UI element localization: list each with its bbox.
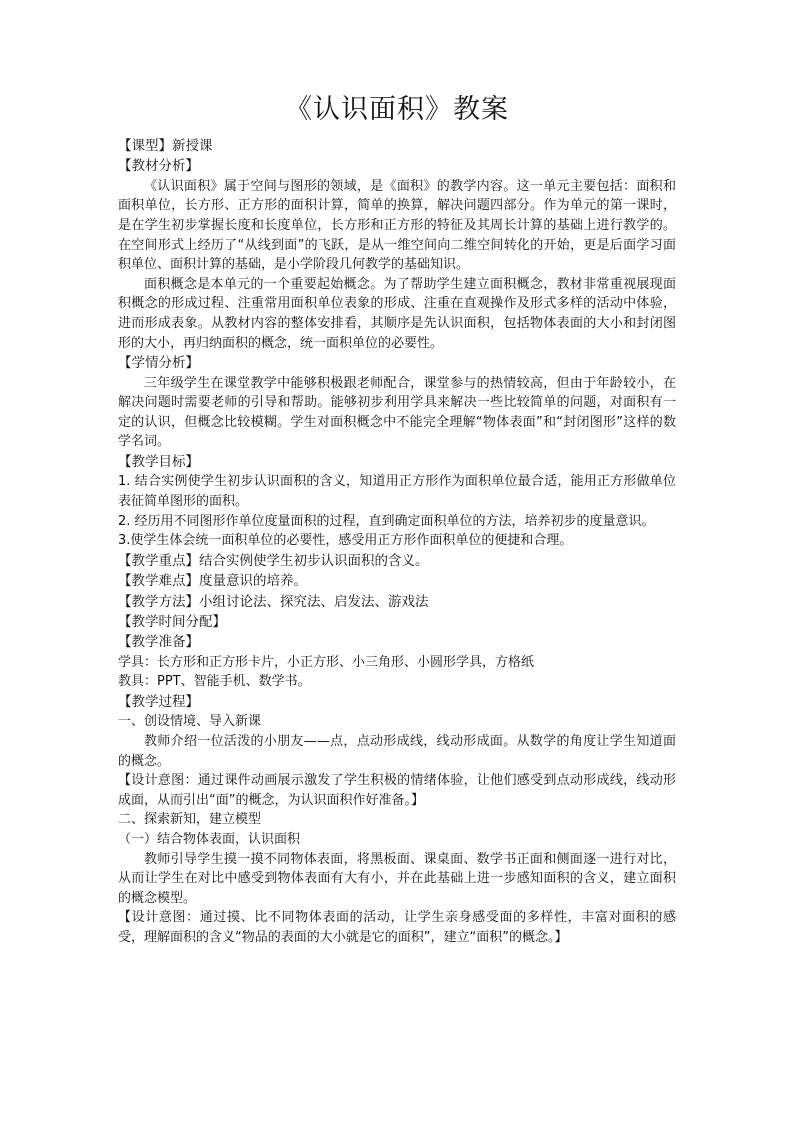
student-materials: 学具：长方形和正方形卡片，小正方形、小三角形、小圆形学具，方格纸 <box>118 654 535 670</box>
student-analysis-heading: 【学情分析】 <box>118 355 199 372</box>
teaching-goals-heading: 【教学目标】 <box>118 453 199 470</box>
textbook-analysis-paragraph-2: 面积概念是本单元的一个重要起始概念。为了帮助学生建立面积概念，教材非常重视展现面积概念的形成过程、注重常用面积单位表象的形成、注重在直观操作及形式多样的活动中体验，进而形成表象。从教材内容的整体安排看，其顺序是先认识面积，包括物体表面的大小和封闭图形的大小，再归纳面积的概念，统一面积单位的必要性。 <box>118 276 676 351</box>
time-allocation-heading: 【教学时间分配】 <box>118 613 226 630</box>
textbook-analysis-paragraph-1: 《认识面积》属于空间与图形的领域，是《面积》的教学内容。这一单元主要包括：面积和面积单位，长方形、正方形的面积计算，简单的换算，解决问题四部分。作为单元的第一课时，是在学生初步掌握长度和长度单位，长方形和正方形的特征及其周长计算的基础上进行教学的。在空间形式上经历了“从线到面”的飞跃，是从一维空间向二维空间转化的开始，更是后面学习面积单位、面积计算的基础，是小学阶段几何教学的基础知识。 <box>118 178 676 273</box>
textbook-analysis-heading: 【教材分析】 <box>118 158 199 175</box>
preparation-heading: 【教学准备】 <box>118 634 199 651</box>
lesson-plan-page <box>118 92 676 947</box>
section-2-paragraph: 教师引导学生摸一摸不同物体表面，将黑板面、课桌面、数学书正面和侧面逐一进行对比，从而让学生在对比中感受到物体表面有大有小，并在此基础上进一步感知面积的含义，建立面积的概念模型。 <box>118 851 676 906</box>
section-1-design-intent: 【设计意图：通过课件动画展示激发了学生积极的情绪体验，让他们感受到点动形成线，线动形成面，从而引出“面”的概念，为认识面积作好准备。】 <box>118 773 676 808</box>
teaching-goal-1: 1. 结合实例使学生初步认识面积的含义，知道用正方形作为面积单位最合适，能用正方形做单位表征简单图形的面积。 <box>118 474 676 509</box>
difficult-point: 【教学难点】度量意识的培养。 <box>118 573 307 590</box>
key-point: 【教学重点】结合实例使学生初步认识面积的含义。 <box>118 552 429 569</box>
teaching-goal-2: 2. 经历用不同图形作单位度量面积的过程，直到确定面积单位的方法，培养初步的度量意识。 <box>118 513 655 529</box>
student-analysis-paragraph: 三年级学生在课堂教学中能够积极跟老师配合，课堂参与的热情较高，但由于年龄较小，在解决问题时需要老师的引导和帮助。能够初步利用学具来解决一些比较简单的问题，对面积有一定的认识，但概念比较模糊。学生对面积概念中不能完全理解“物体表面”和“封闭图形”这样的数学名词。 <box>118 375 676 450</box>
teacher-materials: 教具：PPT、智能手机、数学书。 <box>118 674 311 690</box>
course-type: 【课型】新授课 <box>118 138 213 154</box>
teaching-process-heading: 【教学过程】 <box>118 693 199 710</box>
section-2-subtitle-1: （一）结合物体表面，认识面积 <box>118 831 301 847</box>
section-1-title: 一、创设情境、导入新课 <box>118 714 262 730</box>
teaching-methods: 【教学方法】小组讨论法、探究法、启发法、游戏法 <box>118 593 429 610</box>
section-2-title: 二、探索新知，建立模型 <box>118 812 262 828</box>
section-2-design-intent: 【设计意图：通过摸、比不同物体表面的活动，让学生亲身感受面的多样性，丰富对面积的感受，理解面积的含义“物品的表面的大小就是它的面积”，建立“面积”的概念。】 <box>118 910 676 945</box>
document-title: 《认识面积》教案 <box>285 94 509 125</box>
section-1-paragraph: 教师介绍一位活泼的小朋友——点，点动形成线，线动形成面。从数学的角度让学生知道面的概念。 <box>118 733 676 769</box>
teaching-goal-3: 3.使学生体会统一面积单位的必要性，感受用正方形作面积单位的便捷和合理。 <box>118 533 573 549</box>
